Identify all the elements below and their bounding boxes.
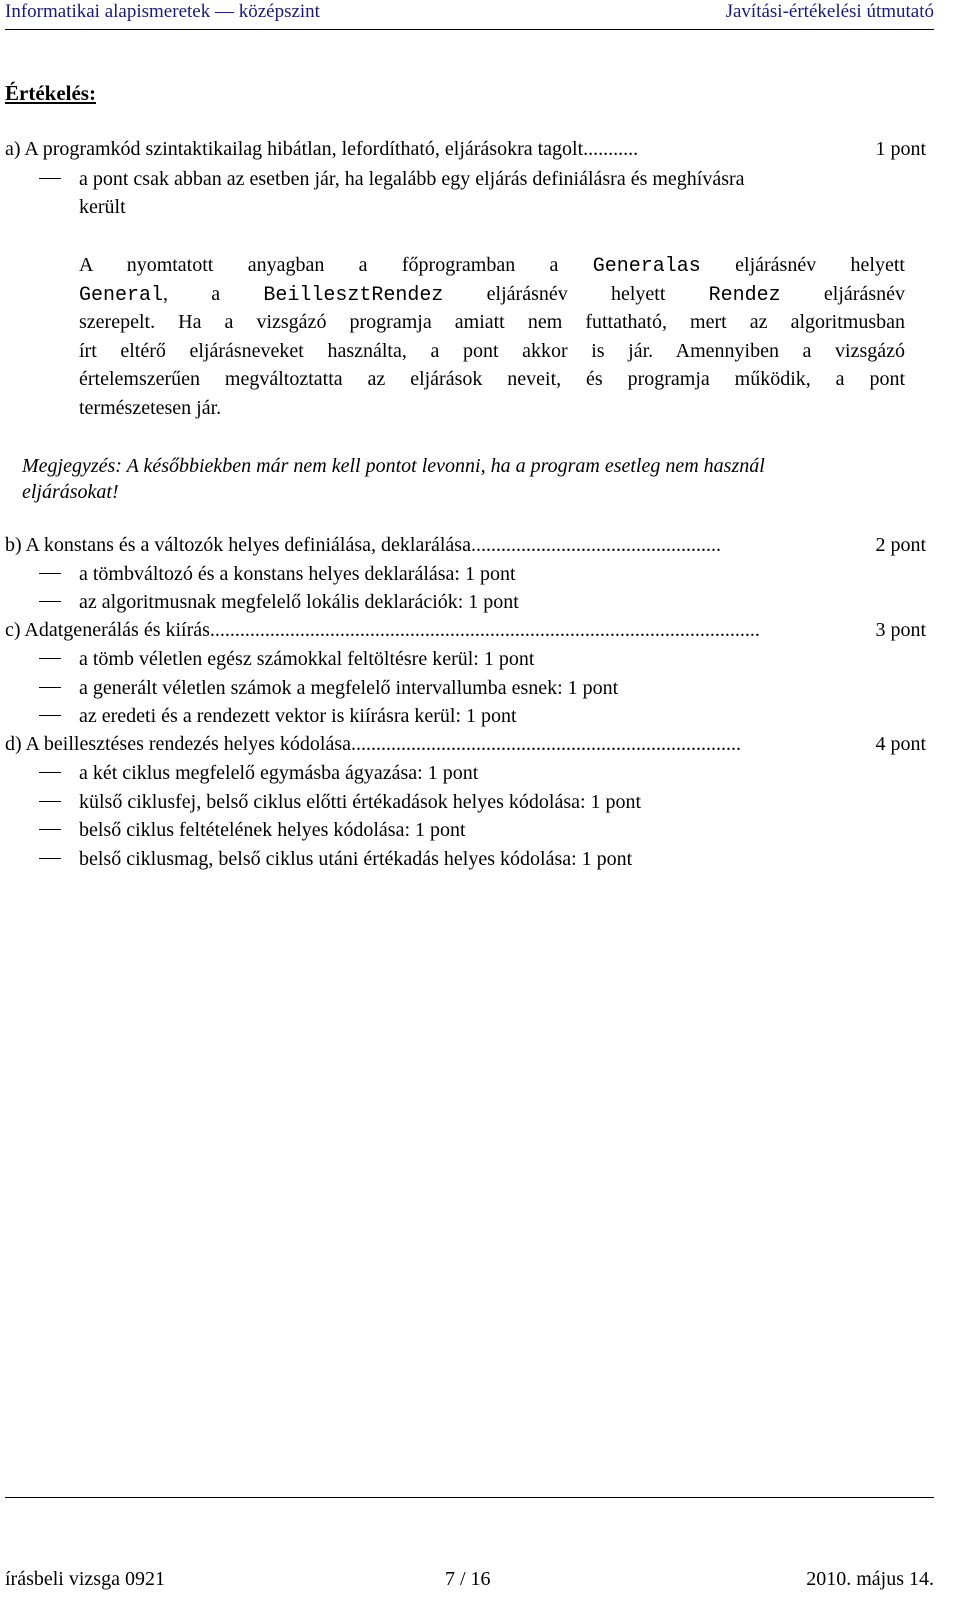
code-beillesztrendez: BeillesztRendez: [263, 283, 444, 307]
dash-bullet: [39, 801, 61, 802]
criterion-d-sub-2: külső ciklusfej, belső ciklus előtti értékadások helyes kódolása: 1 pont: [79, 791, 642, 813]
criterion-b-sub-1: a tömbváltozó és a konstans helyes deklarálása: 1 pont: [79, 563, 516, 585]
dash-bullet: [39, 658, 61, 659]
criterion-a: [5, 136, 926, 162]
dash-bullet: [39, 858, 61, 859]
para-line-4: írt eltérő eljárásneveket használta, a pont akkor is jár. Amennyiben a vizsgázó: [79, 339, 905, 362]
code-general: General: [79, 283, 164, 307]
dash-bullet: [39, 772, 61, 773]
criterion-c-label: c) Adatgenerálás és kiírás: [5, 619, 210, 641]
naming-explanation-paragraph: [79, 251, 905, 423]
note: [22, 453, 902, 505]
criterion-d-sub-1: a két ciklus megfelelő egymásba ágyazása: 1 pont: [79, 762, 479, 784]
para-line-6: természetesen jár.: [79, 396, 222, 419]
dash-bullet: [39, 178, 61, 179]
criterion-d-sub-4: belső ciklusmag, belső ciklus utáni értékadás helyes kódolása: 1 pont: [79, 848, 633, 870]
dash-bullet: [39, 573, 61, 574]
footer-exam-code: írásbeli vizsga 0921: [5, 1568, 165, 1590]
header-doc-type: Javítási-értékelési útmutató: [725, 1, 934, 22]
criterion-d: [5, 731, 926, 757]
dash-bullet: [39, 715, 61, 716]
para-line-2: General, a BeillesztRendez eljárásnév helyett Rendez eljárásnév: [79, 282, 905, 307]
criterion-d-points: 4 pont: [875, 733, 926, 755]
dash-bullet: [39, 829, 61, 830]
criterion-a-points: 1 pont: [875, 138, 926, 160]
para-line-1: A nyomtatott anyagban a főprogramban a Generalas eljárásnév helyett: [79, 254, 905, 278]
criterion-b-label: b) A konstans és a változók helyes definiálása, deklarálása: [5, 534, 471, 556]
para-line-3: szerepelt. Ha a vizsgázó programja amiatt nem futtatható, mert az algoritmusban: [79, 311, 905, 334]
note-line-2: eljárásokat!: [22, 481, 119, 503]
footer-page-number: 7 / 16: [445, 1568, 491, 1590]
criterion-b-dots: ..................................................: [470, 534, 721, 556]
para-line-5: értelemszerűen megváltoztatta az eljárások neveit, és programja működik, a pont: [79, 368, 905, 391]
header-subject: Informatikai alapismeretek — középszint: [5, 1, 320, 22]
header-divider: [5, 29, 934, 30]
criterion-b: [5, 532, 926, 558]
criterion-a-label: a) A programkód szintaktikailag hibátlan, lefordítható, eljárásokra tagolt: [5, 138, 584, 160]
section-title: Értékelés:: [5, 81, 96, 105]
criterion-d-sub-3: belső ciklus feltételének helyes kódolása: 1 pont: [79, 819, 466, 841]
dash-bullet: [39, 601, 61, 602]
criterion-c-sub-1: a tömb véletlen egész számokkal feltöltésre kerül: 1 pont: [79, 648, 535, 670]
criterion-c-dots: ..............................................................................................................: [209, 619, 760, 641]
note-line-1: Megjegyzés: A későbbiekben már nem kell pontot levonni, ha a program esetleg nem használ: [22, 455, 765, 477]
code-generalas: Generalas: [592, 255, 701, 278]
footer-divider: [5, 1497, 934, 1498]
code-rendez: Rendez: [708, 283, 781, 307]
criterion-c-sub-2: a generált véletlen számok a megfelelő intervallumba esnek: 1 pont: [79, 677, 619, 699]
criterion-b-sub-2: az algoritmusnak megfelelő lokális deklarációk: 1 pont: [79, 591, 519, 613]
footer-date: 2010. május 14.: [806, 1568, 934, 1590]
criterion-b-points: 2 pont: [875, 534, 926, 556]
criterion-d-dots: ..............................................................................: [351, 733, 741, 755]
criterion-c: [5, 617, 926, 643]
criterion-c-points: 3 pont: [875, 619, 926, 641]
criterion-a-sub-line1: a pont csak abban az esetben jár, ha legalább egy eljárás definiálásra és meghívásra: [79, 168, 745, 190]
page-footer: [5, 1566, 934, 1592]
dash-bullet: [39, 687, 61, 688]
page-header: [5, 0, 934, 30]
criterion-c-sub-3: az eredeti és a rendezett vektor is kiírásra kerül: 1 pont: [79, 705, 517, 727]
criterion-a-sub-line2: került: [79, 196, 126, 218]
criterion-d-label: d) A beillesztéses rendezés helyes kódolása: [5, 733, 351, 755]
criterion-a-dots: ...........: [583, 138, 639, 160]
